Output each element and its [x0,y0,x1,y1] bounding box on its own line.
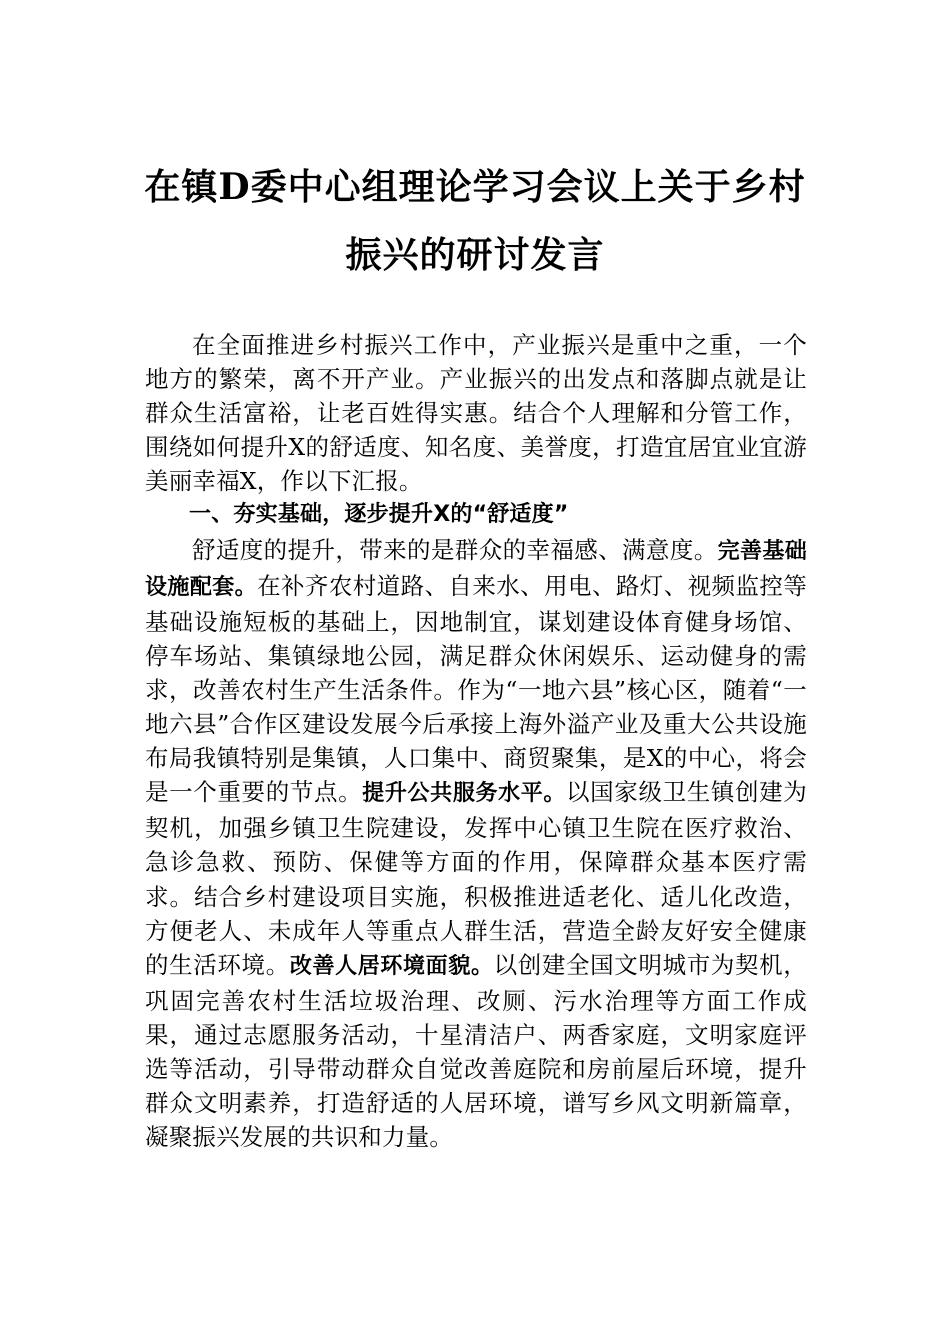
section-1-paragraph [145,533,807,1155]
bold-point-infrastructure: 完善基础设施配套。 [145,538,807,600]
document-title-line-2: 振兴的研讨发言 [345,234,605,276]
section-1-lead: 舒适度的提升，带来的是群众的幸福感、满意度。 [192,535,718,564]
intro-paragraph: 在全面推进乡村振兴工作中，产业振兴是重中之重，一个地方的繁荣，离不开产业。产业振兴的出发点和落脚点就是让群众生活富裕，让老百姓得实惠。结合个人理解和分管工作，围绕如何提升X的舒适度、知名度、美誉度，打造宜居宜业宜游美丽幸福X，作以下汇报。 [145,331,807,496]
bold-point-living-environment: 改善人居环境面貌。 [289,953,494,979]
text-public-service: 以国家级卫生镇创建为契机，加强乡镇卫生院建设，发挥中心镇卫生院在医疗救治、急诊急救、预防、保健等方面的作用，保障群众基本医疗需求。结合乡村建设项目实施，积极推进适老化、适儿化改造，方便老人、未成年人等重点人群生活，营造全龄友好安全健康的生活环境。 [145,778,807,979]
text-living-environment: 以创建全国文明城市为契机，巩固完善农村生活垃圾治理、改厕、污水治理等方面工作成果，通过志愿服务活动，十星清洁户、两香家庭，文明家庭评选等活动，引导带动群众自觉改善庭院和房前屋后环境，提升群众文明素养，打造舒适的人居环境，谱写乡风文明新篇章，凝聚振兴发展的共识和力量。 [145,950,807,1152]
text-infrastructure: 在补齐农村道路、自来水、用电、路灯、视频监控等基础设施短板的基础上，因地制宜，谋划建设体育健身场馆、停车场站、集镇绿地公园，满足群众休闲娱乐、运动健身的需求，改善农村生产生活条件。作为“一地六县”核心区，随着“一地六县”合作区建设发展今后承接上海外溢产业及重大公共设施布局我镇特别是集镇，人口集中、商贸聚集，是X的中心，将会是一个重要的节点。 [145,571,807,807]
document-title-line-1: 在镇D委中心组理论学习会议上关于乡村 [144,166,806,208]
document-body [145,328,807,1154]
section-1-heading: 一、夯实基础，逐步提升X的“舒适度” [189,502,569,528]
bold-point-public-service: 提升公共服务水平。 [362,781,567,807]
